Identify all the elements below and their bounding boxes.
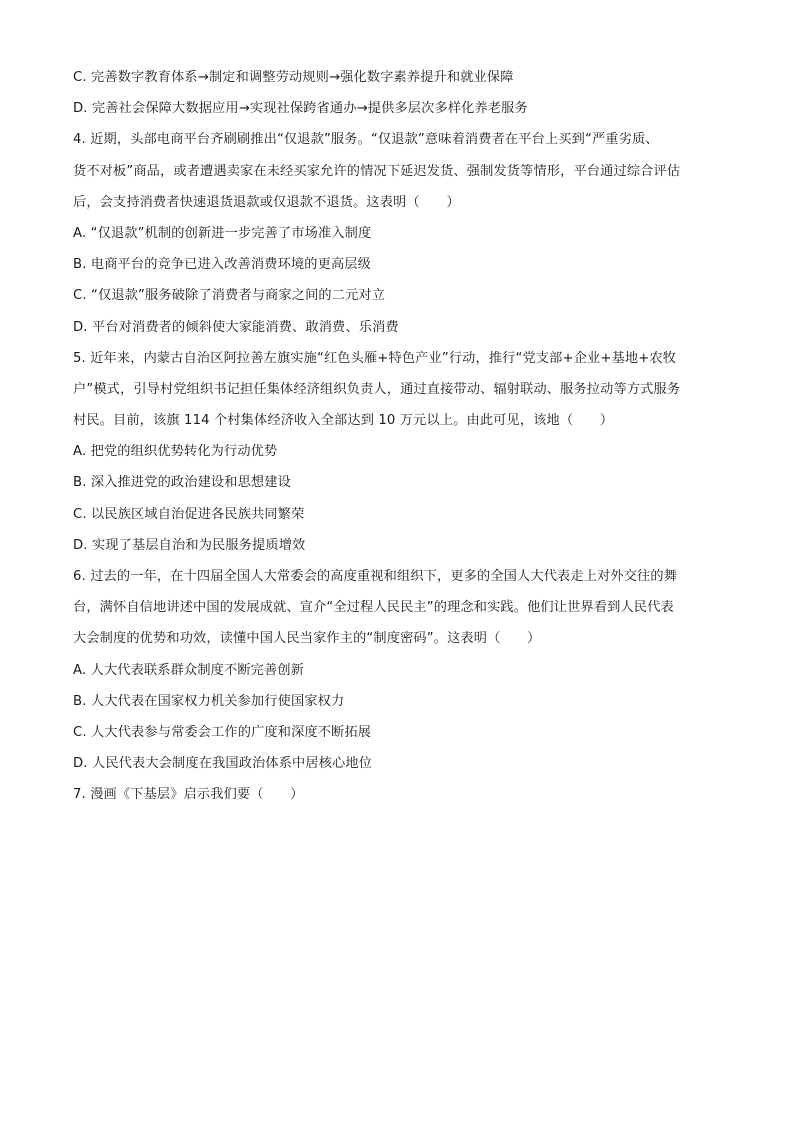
option-5b: B. 深入推进党的政治建设和思想建设 [73,475,291,491]
question-4-stem-line-3: 后，会支持消费者快速退货退款或仅退款不退货。这表明（ ） [73,194,460,210]
option-3d: D. 完善社会保障大数据应用→实现社保跨省通办→提供多层次多样化养老服务 [73,101,528,117]
question-4-stem-line-1: 4. 近期，头部电商平台齐刷刷推出“仅退款”服务。“仅退款”意味着消费者在平台上买到“严重劣质、 [73,132,659,148]
question-7-stem: 7. 漫画《下基层》启示我们要（ ） [73,787,304,803]
question-6-stem-line-1: 6. 过去的一年，在十四届全国人大常委会的高度重视和组织下，更多的全国人大代表走上对外交往的舞 [73,569,678,584]
option-4c: C. “仅退款”服务破除了消费者与商家之间的二元对立 [73,288,386,304]
option-6c: C. 人大代表参与常委会工作的广度和深度不断拓展 [73,724,372,740]
question-6-stem-line-2: 台，满怀自信地讲述中国的发展成就、宣介“全过程人民民主”的理念和实践。他们让世界看到人民代表 [73,600,674,616]
question-5-stem-line-1: 5. 近年来，内蒙古自治区阿拉善左旗实施“红色头雁+特色产业”行动，推行“党支部+企业+基地+农牧 [73,350,677,366]
option-4a: A. “仅退款”机制的创新进一步完善了市场准入制度 [73,225,372,241]
option-6b: B. 人大代表在国家权力机关参加行使国家权力 [73,693,345,709]
option-6a: A. 人大代表联系群众制度不断完善创新 [73,662,305,678]
document-page [73,62,721,811]
option-5d: D. 实现了基层自治和为民服务提质增效 [73,537,306,553]
question-6-stem-line-3: 大会制度的优势和功效，读懂中国人民当家作主的“制度密码”。这表明（ ） [73,631,541,647]
option-6d: D. 人民代表大会制度在我国政治体系中居核心地位 [73,756,373,772]
question-4-stem-line-2: 货不对板”商品，或者遭遇卖家在未经买家允许的情况下延迟发货、强制发货等情形，平台通过综合评估 [73,163,681,179]
option-4b: B. 电商平台的竞争已进入改善消费环境的更高层级 [73,257,371,273]
question-5-stem-line-2: 户”模式，引导村党组织书记担任集体经济组织负责人，通过直接带动、辐射联动、服务拉动等方式服务 [73,381,681,397]
option-5c: C. 以民族区域自治促进各民族共同繁荣 [73,506,305,522]
option-4d: D. 平台对消费者的倾斜使大家能消费、敢消费、乐消费 [73,319,399,335]
question-5-stem-line-3: 村民。目前，该旗 114 个村集体经济收入全部达到 10 万元以上。由此可见，该地（ ） [73,413,614,429]
option-5a: A. 把党的组织优势转化为行动优势 [73,444,278,460]
option-3c: C. 完善数字教育体系→制定和调整劳动规则→强化数字素养提升和就业保障 [73,70,514,85]
